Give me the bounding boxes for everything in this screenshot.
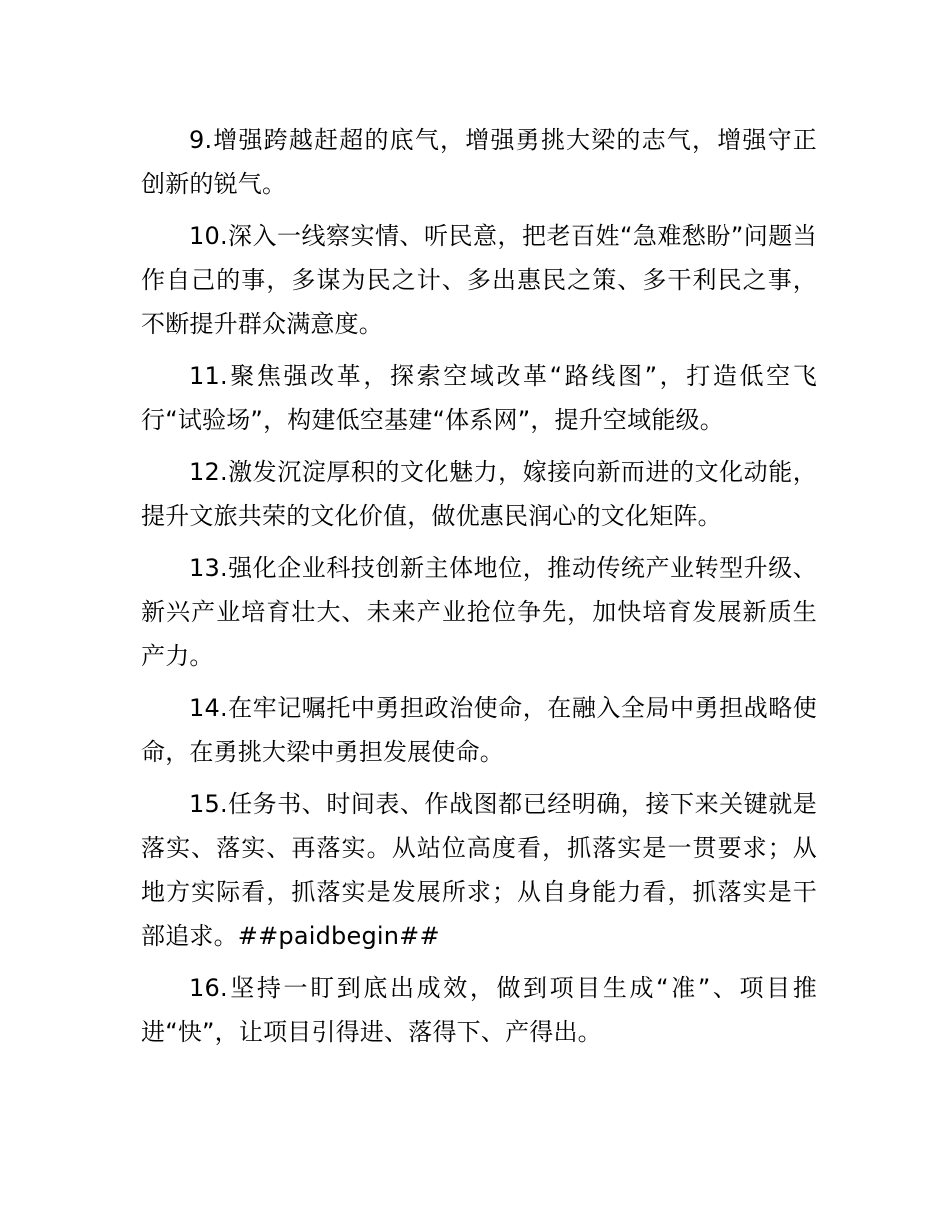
paragraph-9: 9.增强跨越赶超的底气，增强勇挑大梁的志气，增强守正创新的锐气。 (141, 126, 817, 198)
paragraph-11: 11.聚焦强改革，探索空域改革“路线图”，打造低空飞行“试验场”，构建低空基建“体系网”，提升空域能级。 (141, 362, 817, 434)
paragraph-16: 16.坚持一盯到底出成效，做到项目生成“准”、项目推进“快”，让项目引得进、落得下、产得出。 (141, 974, 817, 1046)
paragraph-10: 10.深入一线察实情、听民意，把老百姓“急难愁盼”问题当作自己的事，多谋为民之计、多出惠民之策、多干利民之事，不断提升群众满意度。 (141, 222, 817, 338)
document-body (141, 118, 817, 1062)
paragraph-12: 12.激发沉淀厚积的文化魅力，嫁接向新而进的文化动能，提升文旅共荣的文化价值，做优惠民润心的文化矩阵。 (141, 458, 817, 530)
paragraph-14: 14.在牢记嘱托中勇担政治使命，在融入全局中勇担战略使命，在勇挑大梁中勇担发展使命。 (141, 694, 817, 766)
paragraph-15: 15.任务书、时间表、作战图都已经明确，接下来关键就是落实、落实、再落实。从站位高度看，抓落实是一贯要求；从地方实际看，抓落实是发展所求；从自身能力看，抓落实是干部追求。##paidbegin## (141, 790, 817, 950)
paragraph-13: 13.强化企业科技创新主体地位，推动传统产业转型升级、新兴产业培育壮大、未来产业抢位争先，加快培育发展新质生产力。 (141, 554, 817, 670)
